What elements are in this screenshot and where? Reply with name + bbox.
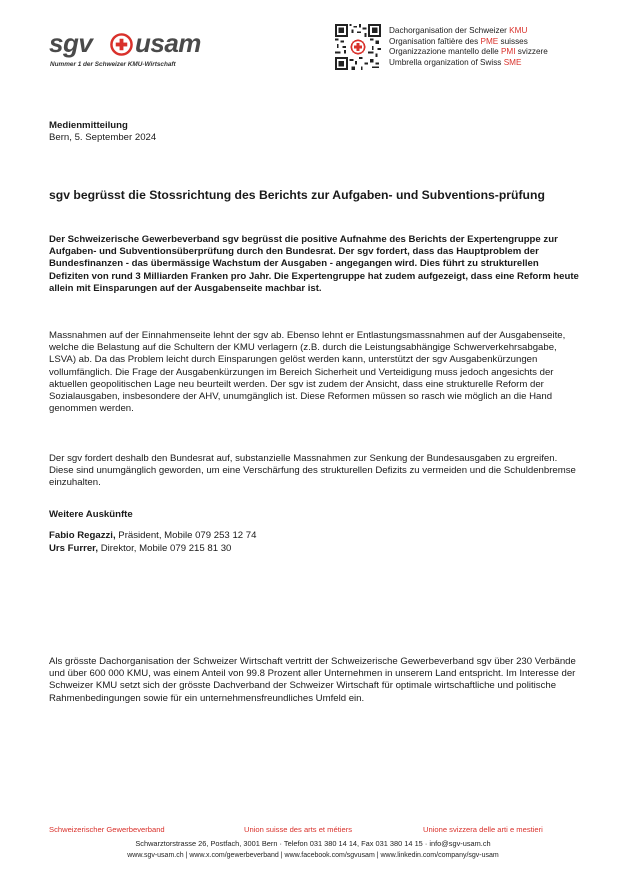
footer-name-it: Unione svizzera delle arti e mestieri — [423, 825, 543, 834]
sgv-usam-logo-icon — [110, 33, 133, 56]
logo-tagline: Nummer 1 der Schweizer KMU-Wirtschaft — [50, 61, 176, 68]
contacts-heading: Weitere Auskünfte — [49, 509, 133, 520]
qr-code-icon — [335, 24, 381, 70]
logo-word-left: sgv — [49, 28, 93, 58]
sgv-usam-logo — [49, 28, 219, 74]
body-paragraph-2: Der sgv fordert deshalb den Bundesrat auf, substanzielle Massnahmen zur Senkung der Bundesausgaben zu ergreifen. Diese sind unumgänglich geworden, um eine Verschärfung des strukturellen Defizits zu vermeiden und die Schuldenbremse einzuhalten. — [49, 453, 576, 489]
contact-item: Urs Furrer, Direktor, Mobile 079 215 81 30 — [49, 543, 232, 554]
press-info — [49, 120, 579, 144]
footer-links[interactable]: www.sgv-usam.ch | www.x.com/gewerbeverband | www.facebook.com/sgvusam | www.linkedin.com/company/sgv-usam — [127, 852, 499, 859]
footer-name-de: Schweizerischer Gewerbeverband — [49, 825, 165, 834]
organisation-lines — [389, 26, 548, 68]
document-title: sgv begrüsst die Stossrichtung des Berichts zur Aufgaben- und Subventions-prüfung — [49, 188, 545, 202]
about-paragraph: Als grösste Dachorganisation der Schweizer Wirtschaft vertritt der Schweizerische Gewerbeverband sgv über 230 Verbände und über 600 000 KMU, was einem Anteil von 99.8 Prozent aller Unternehmen in unserem Land entspricht. Im Interesse der Schweizer KMU setzt sich der grösste Dachverband der Schweizer Wirtschaft für optimale wirtschaftliche und politische Rahmenbedingungen sowie für ein unternehmensfreundliches Umfeld ein. — [49, 656, 576, 704]
press-date: Bern, 5. September 2024 — [49, 132, 157, 144]
press-label: Medienmitteilung — [49, 120, 128, 131]
footer-address: Schwarztorstrasse 26, Postfach, 3001 Bern · Telefon 031 380 14 14, Fax 031 380 14 15 · info@sgv-usam.ch — [135, 839, 491, 848]
logo-word-right: usam — [135, 28, 201, 58]
body-paragraph-1: Massnahmen auf der Einnahmenseite lehnt der sgv ab. Ebenso lehnt er Entlastungsmassnahmen auf der Ausgabenseite, welche die Belastung auf die Schultern der KMU verlagern (z.B. durch die Leistungsabhängige Schwerverkehrsabgabe, LSVA) ab. Da das Problem leicht durch Einsparungen gelöst werden kann, unterstützt der sgv Ausgabenkürzungen vollumfänglich. Die Frage der Ausgabenkürzungen im Bereich Sicherheit und Verteidigung muss jedoch angesichts der aktuellen geopolitischen Lage neu beurteilt werden. Der sgv ist zudem der Ansicht, dass eine strukturelle Reform der Sozialausgaben, insbesondere der AHV, unumgänglich ist. Diese Reformen müssen so rasch wie möglich an die Hand genommen werden. — [49, 330, 566, 415]
org-line-fr: Organisation faîtière des PME suisses — [389, 36, 528, 46]
org-line-it: Organizzazione mantello delle PMI svizzere — [389, 47, 548, 57]
footer-name-fr: Union suisse des arts et métiers — [244, 825, 353, 834]
contact-item: Fabio Regazzi, Präsident, Mobile 079 253 12 74 — [49, 530, 257, 541]
org-line-de: Dachorganisation der Schweizer KMU — [389, 26, 528, 35]
lead-paragraph: Der Schweizerische Gewerbeverband sgv begrüsst die positive Aufnahme des Berichts der Expertengruppe zur Aufgaben- und Subventionsüberprüfung durch den Bundesrat. Der sgv fordert, dass das Hauptproblem der Bundesfinanzen - das übermässige Wachstum der Ausgaben - angegangen wird. Dies führt zu strukturellen Defiziten von rund 3 Milliarden Franken pro Jahr. Die Expertengruppe hat zudem aufgezeigt, dass eine Reform heute allein mit Einsparungen auf der Ausgabenseite machbar ist. — [49, 234, 579, 294]
org-line-en: Umbrella organization of Swiss SME — [389, 57, 522, 67]
